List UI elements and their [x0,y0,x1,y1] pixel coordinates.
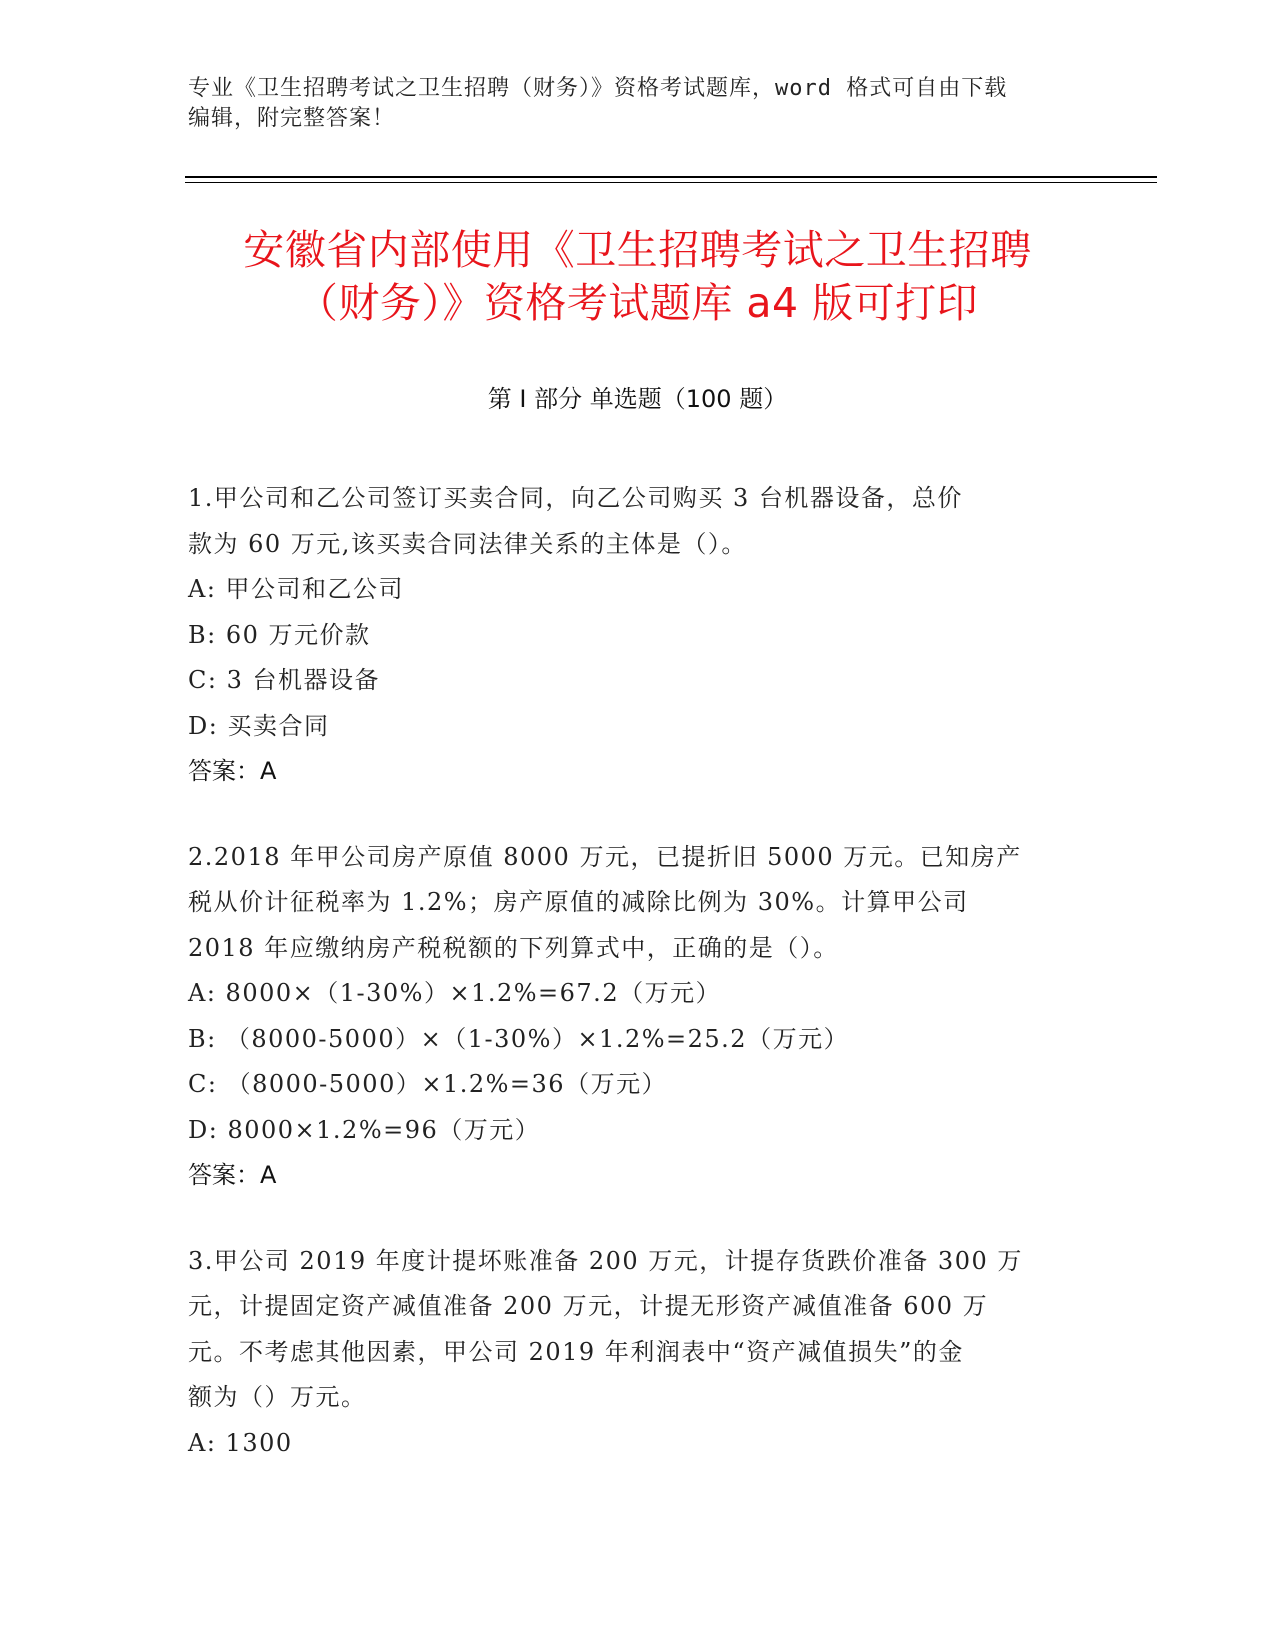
option-d: D: 8000×1.2%=96（万元） [188,1115,541,1144]
header-divider-thin [185,182,1157,183]
answer-label: 答案：A [188,757,277,785]
answer-label: 答案：A [188,1161,277,1189]
option-c: C: （8000-5000）×1.2%=36（万元） [188,1070,668,1098]
option-a: A: 8000×（1-30%）×1.2%=67.2（万元） [188,979,722,1007]
question-stem [188,835,1068,972]
question-stem-line: 税从价计征税率为 1.2%；房产原值的减除比例为 30%。计算甲公司 [188,888,969,916]
section-title: 第 I 部分 单选题（100 题） [487,385,788,413]
question-stem [188,476,1068,567]
document-title-line-1: 安徽省内部使用《卫生招聘考试之卫生招聘 [243,226,1032,274]
question-stem-line: 款为 60 万元,该买卖合同法律关系的主体是（）。 [188,529,747,558]
header-note [188,74,1068,134]
document-title-line-2: （财务）》资格考试题库 a4 版可打印 [296,279,979,327]
option-b: B: （8000-5000）×（1-30%）×1.2%=25.2（万元） [188,1024,850,1053]
document-title [150,224,1125,330]
option-d: D: 买卖合同 [188,711,330,740]
header-note-line-1: 专业《卫生招聘考试之卫生招聘（财务）》资格考试题库，word 格式可自由下载 [188,76,1008,101]
option-c: C: 3 台机器设备 [188,666,380,694]
question-stem-line: 1.甲公司和乙公司签订买卖合同，向乙公司购买 3 台机器设备，总价 [188,484,963,512]
header-note-line-2: 编辑，附完整答案！ [188,106,396,131]
question-2 [188,835,1068,1199]
question-stem-line: 2018 年应缴纳房产税税额的下列算式中，正确的是（）。 [188,933,839,962]
question-1 [188,476,1068,795]
question-stem-line: 元。不考虑其他因素，甲公司 2019 年利润表中“资产减值损失”的金 [188,1337,964,1366]
option-a: A: 甲公司和乙公司 [188,575,405,603]
question-list [188,476,1068,1506]
question-stem-line: 2.2018 年甲公司房产原值 8000 万元，已提折旧 5000 万元。已知房产 [188,842,1022,871]
question-stem-line: 额为（）万元。 [188,1383,367,1411]
question-stem [188,1239,1068,1421]
header-divider-thick [185,176,1157,178]
question-stem-line: 元，计提固定资产减值准备 200 万元，计提无形资产减值准备 600 万 [188,1292,989,1320]
question-stem-line: 3.甲公司 2019 年度计提坏账准备 200 万元，计提存货跌价准备 300 万 [188,1246,1023,1275]
option-b: B: 60 万元价款 [188,620,371,649]
question-3 [188,1239,1068,1467]
option-a: A: 1300 [188,1428,293,1457]
